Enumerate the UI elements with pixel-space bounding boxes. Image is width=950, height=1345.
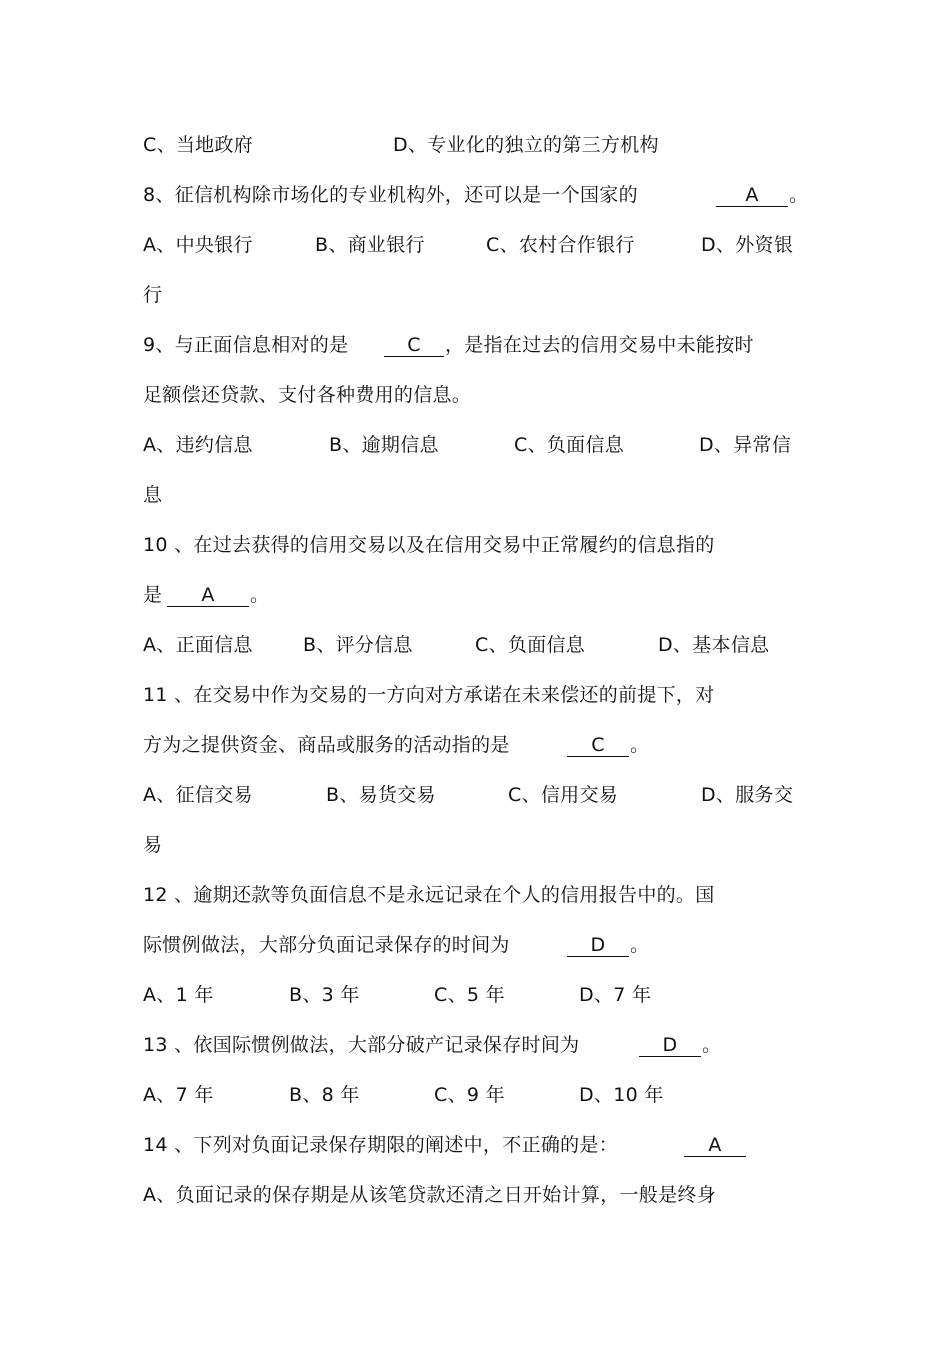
answer-blank: A xyxy=(716,184,788,207)
answer-blank: C xyxy=(567,734,629,757)
option-b: B、逾期信息 xyxy=(329,434,439,456)
end-mark: 。 xyxy=(630,734,650,756)
option-a: A、中央银行 xyxy=(143,234,253,256)
question-text: 足额偿还贷款、支付各种费用的信息。 xyxy=(143,384,472,406)
wrap-text: 易 xyxy=(143,834,163,856)
question-text: 13 、依国际惯例做法，大部分破产记录保存时间为 xyxy=(143,1034,580,1056)
question-text: 8、征信机构除市场化的专业机构外，还可以是一个国家的 xyxy=(143,184,638,206)
question-text: 9、与正面信息相对的是 xyxy=(143,334,349,356)
wrap-text: 息 xyxy=(143,484,163,506)
question-text: 14 、下列对负面记录保存期限的阐述中，不正确的是： xyxy=(143,1134,619,1156)
wrap-text: 行 xyxy=(143,284,163,306)
question-text: 方为之提供资金、商品或服务的活动指的是 xyxy=(143,734,510,756)
answer-blank: A xyxy=(167,584,249,607)
option-a: A、违约信息 xyxy=(143,434,253,456)
answer-blank: D xyxy=(567,934,629,957)
option-a: A、正面信息 xyxy=(143,634,253,656)
option-b: B、评分信息 xyxy=(303,634,413,656)
option-a: A、7 年 xyxy=(143,1084,214,1106)
option-c: C、信用交易 xyxy=(508,784,619,806)
question-text: 10 、在过去获得的信用交易以及在信用交易中正常履约的信息指的 xyxy=(143,534,715,556)
option-d: D、基本信息 xyxy=(658,634,770,656)
option-b: B、8 年 xyxy=(289,1084,360,1106)
option-c: C、负面信息 xyxy=(475,634,586,656)
end-mark: 。 xyxy=(789,184,809,206)
option-c: C、5 年 xyxy=(434,984,505,1006)
question-text: 11 、在交易中作为交易的一方向对方承诺在未来偿还的前提下，对 xyxy=(143,684,715,706)
option-c: C、当地政府 xyxy=(143,134,254,156)
option-a: A、负面记录的保存期是从该笔贷款还清之日开始计算，一般是终身 xyxy=(143,1184,716,1206)
end-mark: 。 xyxy=(630,934,650,956)
option-d: D、7 年 xyxy=(579,984,652,1006)
option-d: D、专业化的独立的第三方机构 xyxy=(393,134,659,156)
option-c: C、负面信息 xyxy=(514,434,625,456)
option-c: C、9 年 xyxy=(434,1084,505,1106)
end-mark: 。 xyxy=(702,1034,722,1056)
answer-blank: D xyxy=(639,1034,701,1057)
option-d: D、服务交 xyxy=(701,784,794,806)
answer-blank: C xyxy=(384,334,444,357)
question-text: 是 xyxy=(143,584,163,606)
question-text: 际惯例做法，大部分负面记录保存的时间为 xyxy=(143,934,510,956)
option-c: C、农村合作银行 xyxy=(486,234,635,256)
answer-blank: A xyxy=(684,1134,746,1157)
question-text-rest: ，是指在过去的信用交易中未能按时 xyxy=(445,334,754,356)
option-a: A、1 年 xyxy=(143,984,214,1006)
question-text: 12 、逾期还款等负面信息不是永远记录在个人的信用报告中的。国 xyxy=(143,884,715,906)
option-b: B、商业银行 xyxy=(315,234,425,256)
option-a: A、征信交易 xyxy=(143,784,253,806)
option-d: D、外资银 xyxy=(701,234,794,256)
option-d: D、10 年 xyxy=(579,1084,664,1106)
end-mark: 。 xyxy=(250,584,270,606)
option-b: B、易货交易 xyxy=(326,784,436,806)
option-b: B、3 年 xyxy=(289,984,360,1006)
option-d: D、异常信 xyxy=(699,434,792,456)
